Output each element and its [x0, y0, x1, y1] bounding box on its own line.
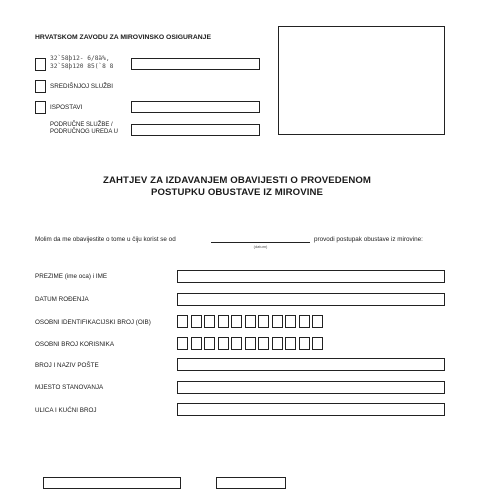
surname-field[interactable] — [177, 270, 445, 283]
option-first-line1: 32`58þ12- 6/8ä%, — [50, 55, 110, 62]
regional-label-line2: PODRUČNOG UREDA U — [50, 129, 119, 135]
residence-label: MJESTO STANOVANJA — [35, 384, 104, 391]
institution-header: HRVATSKOM ZAVODU ZA MIROVINSKO OSIGURANJE — [35, 34, 211, 41]
oib-digit-cell[interactable] — [285, 315, 296, 328]
option-central-label: SREDIŠNJOJ SLUŽBI — [50, 83, 113, 90]
request-text-before: Molim da me obavijestite o tome u čiju korist se od — [35, 236, 176, 243]
regional-label-line1: PODRUČNE SLUŽBE / — [50, 122, 113, 128]
option-branch-field[interactable] — [131, 101, 260, 113]
street-label: ULICA I KUĆNI BROJ — [35, 407, 97, 414]
oib-digit-cell[interactable] — [258, 315, 269, 328]
post-label: BROJ I NAZIV POŠTE — [35, 362, 99, 369]
oib-digit-cell[interactable] — [245, 315, 256, 328]
oib-digit-cell[interactable] — [204, 315, 215, 328]
option-first-line2: 32`58þ120 85(`8 8 — [50, 63, 114, 70]
user-number-digit-cell[interactable] — [191, 337, 202, 350]
oib-digit-cell[interactable] — [177, 315, 188, 328]
user-number-digit-cell[interactable] — [285, 337, 296, 350]
bottom-center-field[interactable] — [216, 477, 286, 489]
user-number-digit-cell[interactable] — [204, 337, 215, 350]
option-first-checkbox[interactable] — [35, 58, 46, 71]
request-text-after: provodi postupak obustave iz mirovine: — [314, 236, 423, 243]
option-branch-label: ISPOSTAVI — [50, 104, 83, 111]
oib-label: OSOBNI IDENTIFIKACIJSKI BROJ (OIB) — [35, 319, 151, 326]
option-first-field[interactable] — [131, 58, 260, 70]
oib-digit-cell[interactable] — [231, 315, 242, 328]
option-central-checkbox[interactable] — [35, 80, 46, 93]
date-line[interactable] — [211, 242, 310, 243]
bottom-left-field[interactable] — [43, 477, 181, 489]
user-number-digit-cell[interactable] — [177, 337, 188, 350]
oib-digit-cell[interactable] — [218, 315, 229, 328]
oib-digit-cell[interactable] — [272, 315, 283, 328]
stamp-box — [278, 26, 445, 135]
option-branch-checkbox[interactable] — [35, 101, 46, 114]
document-title-line2: POSTUPKU OBUSTAVE IZ MIROVINE — [150, 187, 324, 198]
user-number-label: OSOBNI BROJ KORISNIKA — [35, 341, 115, 348]
regional-office-field[interactable] — [131, 124, 260, 136]
street-field[interactable] — [177, 403, 445, 416]
user-number-digit-cell[interactable] — [231, 337, 242, 350]
dob-field[interactable] — [177, 293, 445, 306]
user-number-digit-cell[interactable] — [258, 337, 269, 350]
residence-field[interactable] — [177, 381, 445, 394]
oib-digit-cell[interactable] — [191, 315, 202, 328]
oib-digit-cell[interactable] — [299, 315, 310, 328]
user-number-digit-cell[interactable] — [299, 337, 310, 350]
date-hint: (datum) — [253, 244, 268, 249]
surname-label: PREZIME (ime oca) i IME — [35, 273, 108, 280]
oib-cells — [177, 315, 327, 328]
dob-label: DATUM ROĐENJA — [35, 296, 89, 303]
user-number-digit-cell[interactable] — [218, 337, 229, 350]
document-title-line1: ZAHTJEV ZA IZDAVANJEM OBAVIJESTI O PROVEDENOM — [103, 175, 371, 186]
user-number-digit-cell[interactable] — [272, 337, 283, 350]
oib-digit-cell[interactable] — [312, 315, 323, 328]
user-number-cells — [177, 337, 327, 350]
post-field[interactable] — [177, 358, 445, 371]
user-number-digit-cell[interactable] — [312, 337, 323, 350]
user-number-digit-cell[interactable] — [245, 337, 256, 350]
